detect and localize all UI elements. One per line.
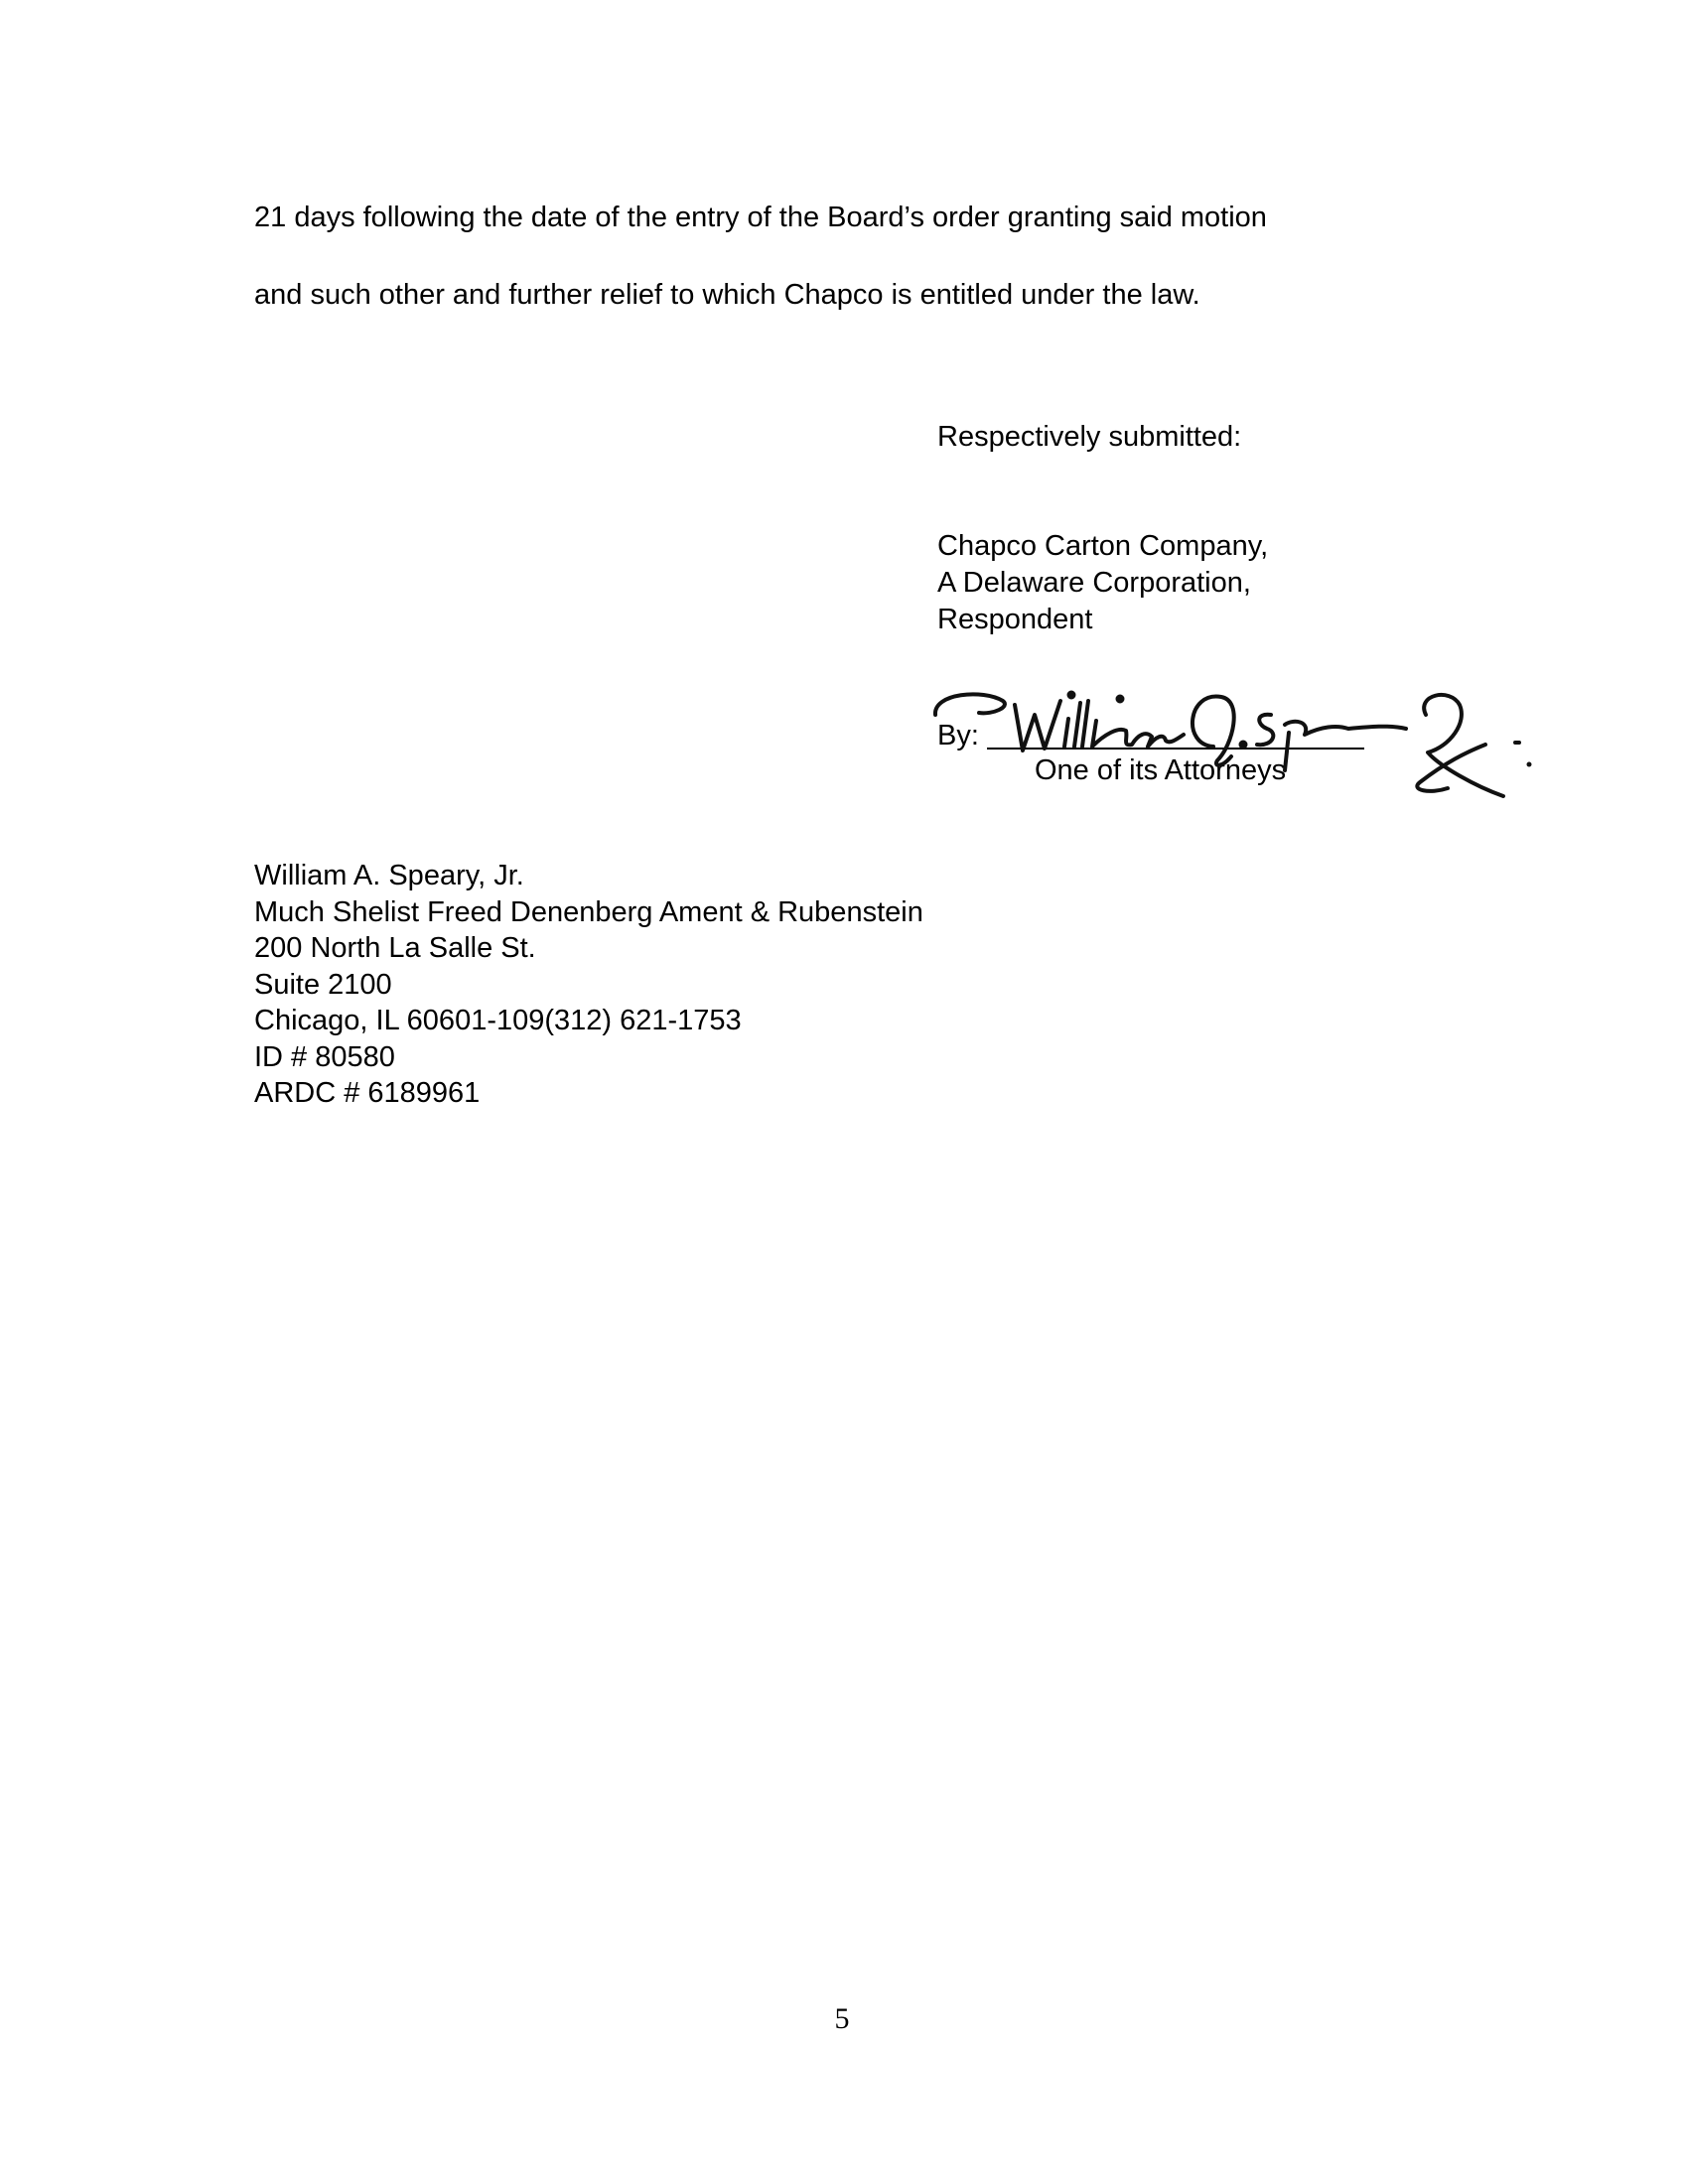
ardc-number: ARDC # 6189961 [254,1077,481,1109]
signature-area [923,675,1539,824]
suite-number: Suite 2100 [254,968,392,1001]
by-label: By: [937,720,979,751]
attorney-name: William A. Speary, Jr. [254,860,524,891]
party-role: Respondent [937,604,1093,635]
signature-block [937,419,1268,638]
street-address: 200 North La Salle St. [254,932,536,964]
city-state-phone: Chicago, IL 60601-109(312) 621-1753 [254,1005,742,1036]
body-text-line-1: 21 days following the date of the entry of the Board’s order granting said motion [254,202,1267,233]
law-firm-name: Much Shelist Freed Denenberg Ament & Rubenstein [254,895,923,928]
closing-text: Respectively submitted: [937,421,1242,453]
party-entity-type: A Delaware Corporation, [937,567,1251,599]
party-name: Chapco Carton Company, [937,530,1269,562]
body-text-line-2: and such other and further relief to which Chapco is entitled under the law. [254,279,1200,311]
attorney-address-block [254,858,923,1112]
page-number: 5 [834,2002,850,2035]
handwritten-signature [923,675,1539,824]
attorney-id: ID # 80580 [254,1040,395,1073]
attorney-caption: One of its Attorneys [1035,754,1287,786]
